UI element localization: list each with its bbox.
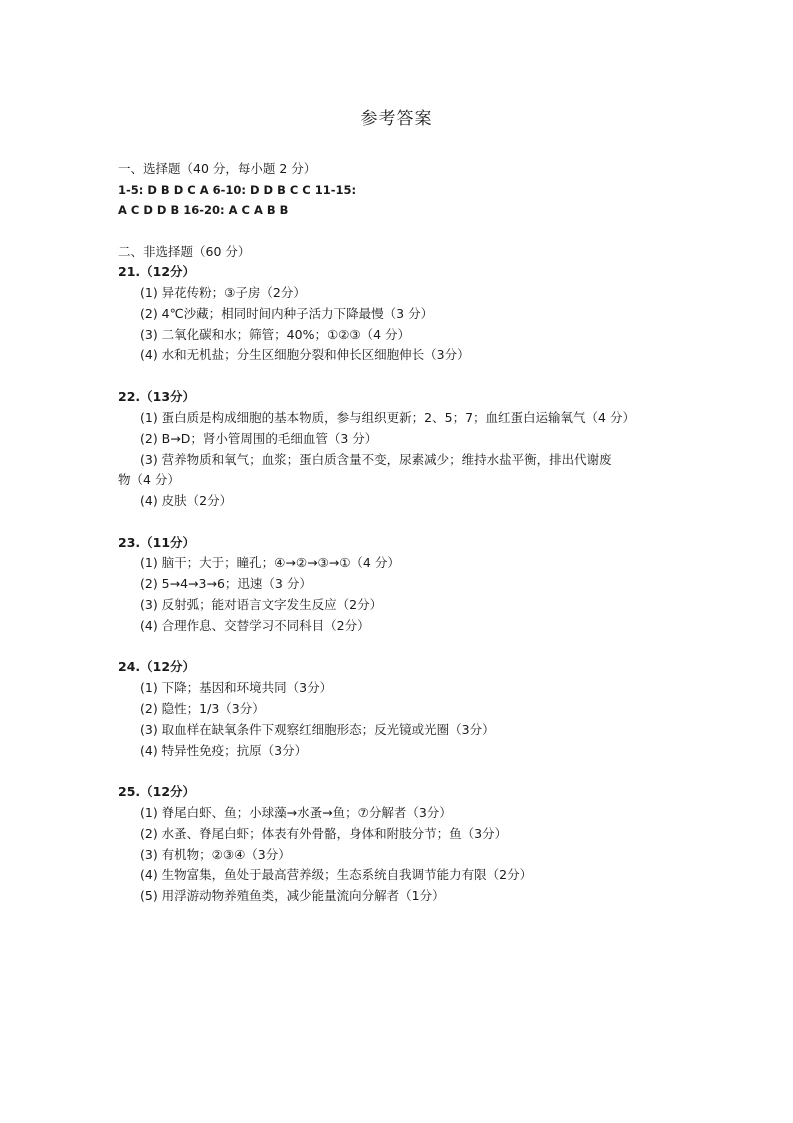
question-23-item-3: (3) 反射弧；能对语言文字发生反应（2分） [140, 597, 383, 612]
question-22-item-4: (4) 皮肤（2分） [140, 493, 233, 508]
question-25-header: 25.（12分） [118, 784, 196, 799]
question-24-header: 24.（12分） [118, 659, 196, 674]
question-21-item-2: (2) 4℃沙藏；相同时间内种子活力下降最慢（3 分） [140, 306, 434, 321]
question-25-item-5: (5) 用浮游动物养殖鱼类，减少能量流向分解者（1分） [140, 888, 445, 903]
question-25-item-3: (3) 有机物；②③④（3分） [140, 847, 291, 862]
section1-heading: 一、选择题（40 分，每小题 2 分） [118, 161, 317, 176]
question-21-item-1: (1) 异花传粉；③子房（2分） [140, 285, 306, 300]
question-23-item-2: (2) 5→4→3→6；迅速（3 分） [140, 576, 312, 591]
question-22-item-1: (1) 蛋白质是构成细胞的基本物质，参与组织更新；2、5；7；血红蛋白运输氧气（4 分） [140, 410, 635, 425]
question-25-item-4: (4) 生物富集，鱼处于最高营养级；生态系统自我调节能力有限（2分） [140, 867, 533, 882]
question-22-item-3: (3) 营养物质和氧气；血浆；蛋白质含量不变，尿素减少；维持水盐平衡，排出代谢废 [140, 452, 612, 467]
page-title: 参考答案 [360, 109, 433, 129]
section1-answers-line1: 1-5: D B D C A 6-10: D D B C C 11-15: [118, 183, 357, 197]
question-24-item-1: (1) 下降；基因和环境共同（3分） [140, 680, 333, 695]
question-21-header: 21.（12分） [118, 264, 196, 279]
question-21-item-4: (4) 水和无机盐；分生区细胞分裂和伸长区细胞伸长（3分） [140, 347, 470, 362]
question-22-header: 22.（13分） [118, 389, 196, 404]
question-25-item-1: (1) 脊尾白虾、鱼；小球藻→水蚤→鱼；⑦分解者（3分） [140, 805, 452, 820]
question-23-item-4: (4) 合理作息、交替学习不同科目（2分） [140, 618, 370, 633]
question-21-item-3: (3) 二氧化碳和水；筛管；40%；①②③（4 分） [140, 327, 411, 342]
question-24-item-3: (3) 取血样在缺氧条件下观察红细胞形态；反光镜或光圈（3分） [140, 722, 495, 737]
question-25-item-2: (2) 水蚤、脊尾白虾；体表有外骨骼，身体和附肢分节；鱼（3分） [140, 826, 508, 841]
question-24-item-4: (4) 特异性免疫；抗原（3分） [140, 743, 308, 758]
question-22-item-3-continued: 物（4 分） [118, 472, 180, 487]
section1-answers-line2: A C D D B 16-20: A C A B B [118, 203, 289, 217]
section2-heading: 二、非选择题（60 分） [118, 244, 251, 259]
question-23-item-1: (1) 脑干；大于；瞳孔；④→②→③→①（4 分） [140, 555, 400, 570]
question-22-item-2: (2) B→D；肾小管周围的毛细血管（3 分） [140, 431, 378, 446]
question-24-item-2: (2) 隐性；1/3（3分） [140, 701, 265, 716]
question-23-header: 23.（11分） [118, 535, 196, 550]
